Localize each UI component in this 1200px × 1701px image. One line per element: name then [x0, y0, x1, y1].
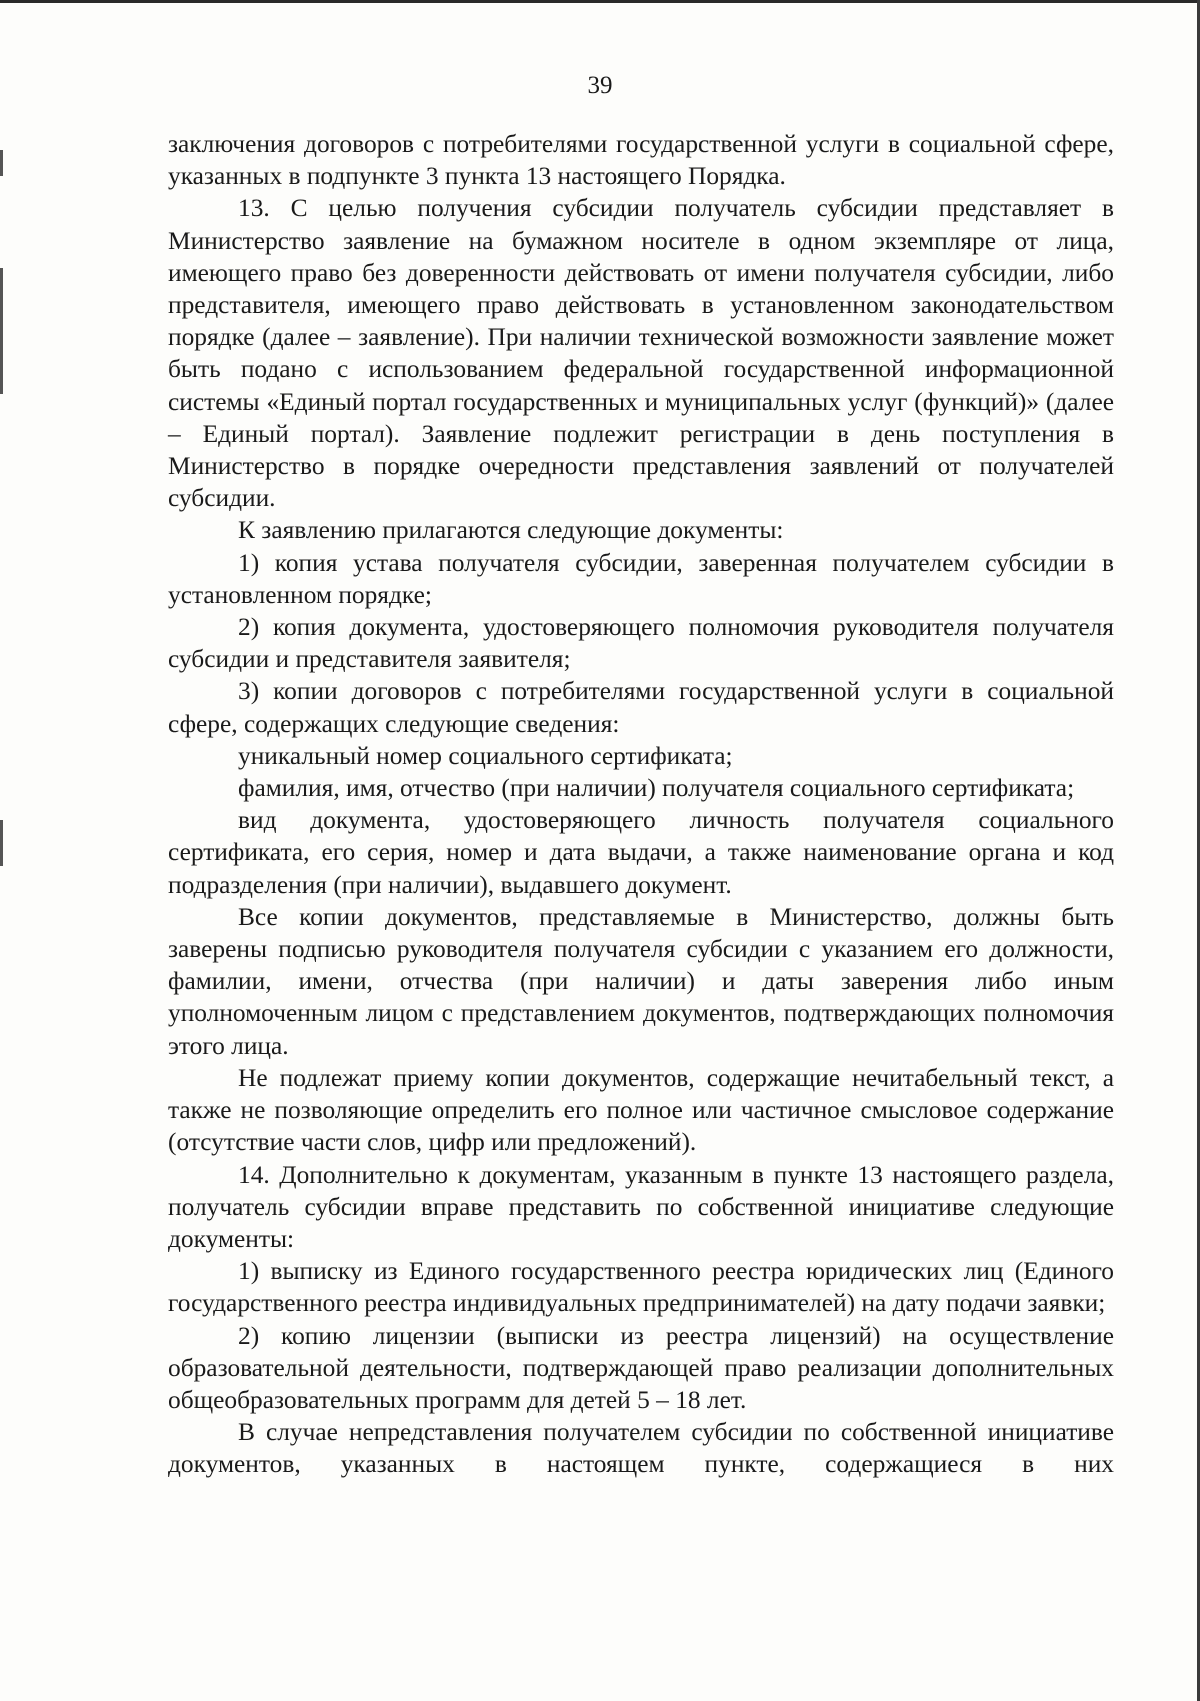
scan-edge-top	[0, 0, 1200, 3]
paragraph: заключения договоров с потребителями государственной услуги в социальной сфере, указанных в подпункте 3 пункта 13 настоящего Порядка.	[168, 130, 1114, 191]
paragraph: В случае непредставления получателем субсидии по собственной инициативе документов, указанных в настоящем пункте, содержащиеся в них	[168, 1418, 1114, 1479]
paragraph: вид документа, удостоверяющего личность получателя социального сертификата, его серия, номер и дата выдачи, а также наименование органа и код подразделения (при наличии), выдавшего документ.	[168, 806, 1114, 899]
paragraph: К заявлению прилагаются следующие документы:	[238, 516, 784, 545]
paragraph: уникальный номер социального сертификата;	[238, 741, 733, 770]
paragraph: 2) копия документа, удостоверяющего полномочия руководителя получателя субсидии и представителя заявителя;	[168, 613, 1114, 674]
paragraph: Все копии документов, представляемые в Министерство, должны быть заверены подписью руководителя получателя субсидии с указанием его должности, фамилии, имени, отчества (при наличии) и даты заверения либо иным уполномоченным лицом с представлением документов, подтверждающих полномочия этого лица.	[168, 902, 1114, 1060]
scan-margin-mark	[0, 150, 3, 176]
paragraph: 2) копию лицензии (выписки из реестра лицензий) на осуществление образовательной деятельности, подтверждающей право реализации дополнительных общеобразовательных программ для детей 5 – 18 лет.	[168, 1321, 1114, 1414]
paragraph: Не подлежат приему копии документов, содержащие нечитабельный текст, а также не позволяющие определить его полное или частичное смысловое содержание (отсутствие части слов, цифр или предложений).	[168, 1063, 1114, 1157]
scan-margin-mark	[0, 820, 3, 866]
paragraph: фамилия, имя, отчество (при наличии) получателя социального сертификата;	[238, 774, 1075, 803]
scan-margin-mark	[0, 268, 3, 394]
paragraph: 3) копии договоров с потребителями государственной услуги в социальной сфере, содержащих следующие сведения:	[168, 677, 1114, 738]
page-number: 39	[587, 72, 613, 99]
paragraph: 1) выписку из Единого государственного реестра юридических лиц (Единого государственного реестра индивидуальных предпринимателей) на дату подачи заявки;	[168, 1257, 1114, 1318]
paragraph: 1) копия устава получателя субсидии, заверенная получателем субсидии в установленном порядке;	[168, 548, 1114, 609]
paragraph: 13. С целью получения субсидии получатель субсидии представляет в Министерство заявление на бумажном носителе в одном экземпляре от лица, имеющего право без доверенности действовать от имени получателя субсидии, либо представителя, имеющего право действовать в установленном законодательством порядке (далее – заявление). При наличии технической возможности заявление может быть подано с использованием федеральной государственной информационной системы «Единый портал государственных и муниципальных услуг (функций)» (далее – Единый портал). Заявление подлежит регистрации в день поступления в Министерство в порядке очередности представления заявлений от получателей субсидии.	[168, 194, 1114, 513]
paragraph: 14. Дополнительно к документам, указанным в пункте 13 настоящего раздела, получатель субсидии вправе представить по собственной инициативе следующие документы:	[168, 1160, 1114, 1253]
document-body	[168, 128, 1114, 1481]
